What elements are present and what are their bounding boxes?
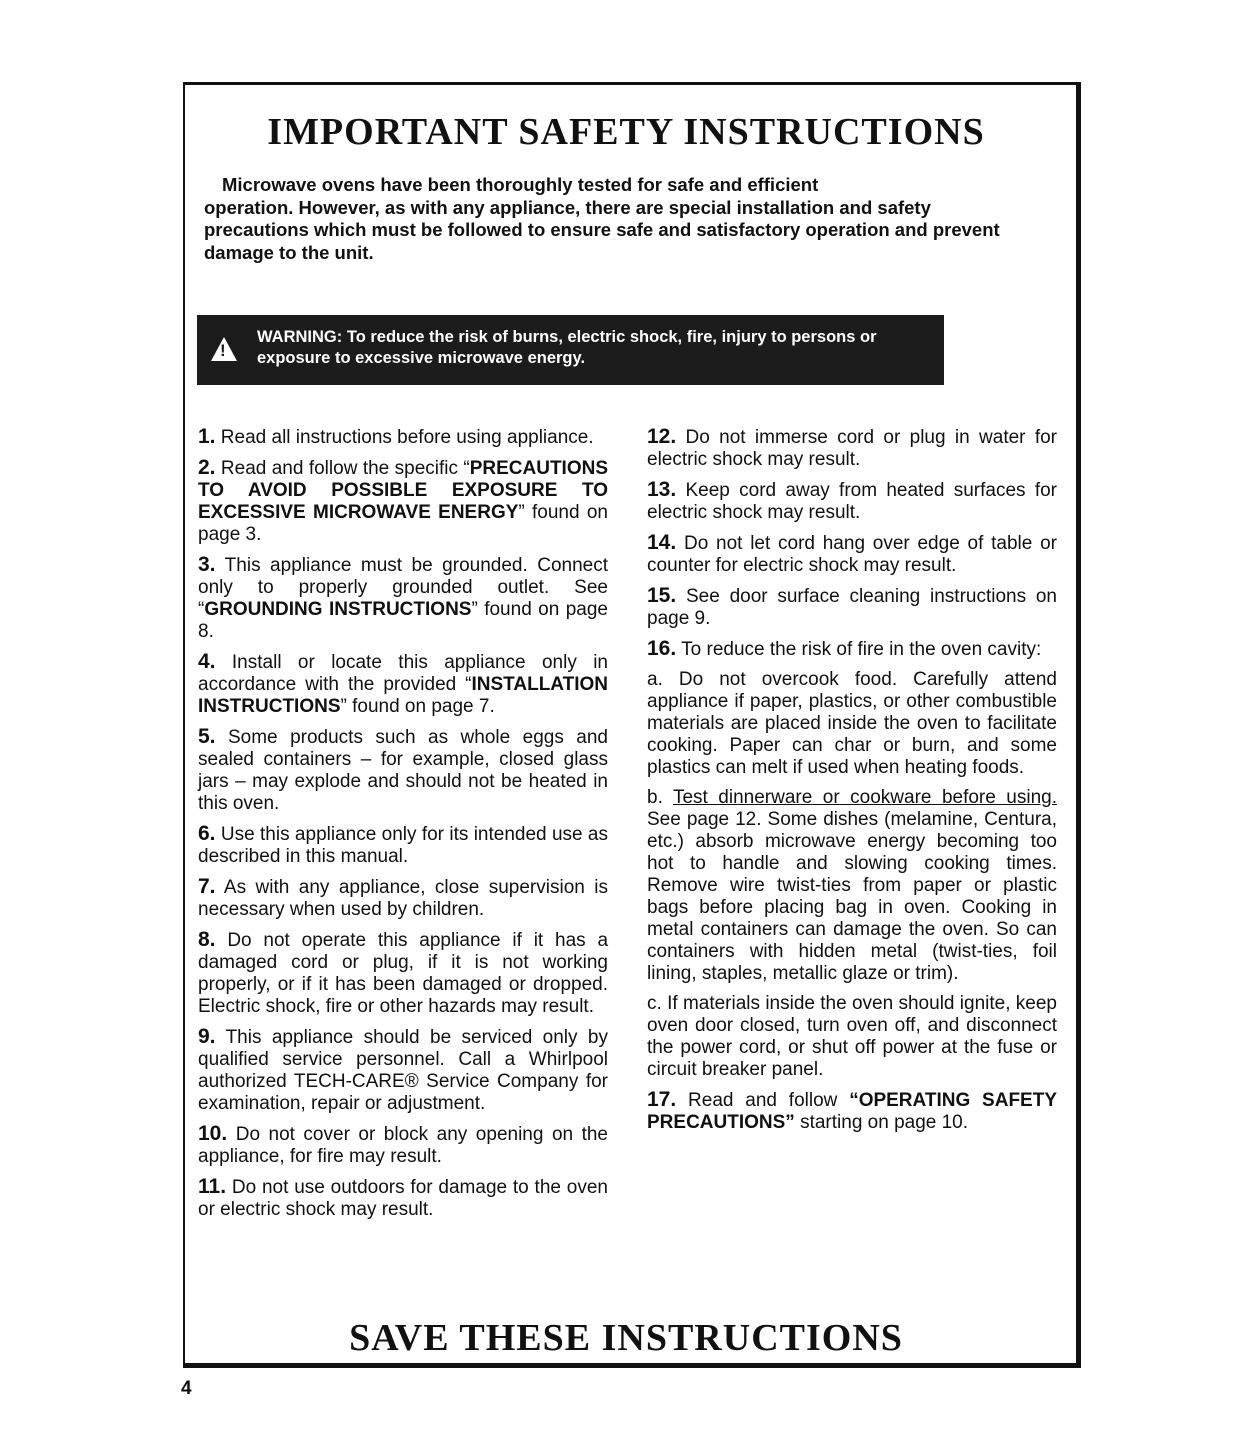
right-column xyxy=(647,426,1057,1142)
intro-paragraph xyxy=(204,174,1004,264)
list-item: 5. Some products such as whole eggs and sealed containers – for example, closed glass jars – may explode and should not be heated in this oven. xyxy=(198,725,608,814)
save-instructions-footer: SAVE THESE INSTRUCTIONS xyxy=(349,1317,903,1359)
sub-item-a: a. Do not overcook food. Carefully attend appliance if paper, plastics, or other combustible materials are placed inside the oven to facilitate cooking. Paper can char or burn, and some plastics can melt if used when heating foods. xyxy=(647,669,1057,778)
list-item: 6. Use this appliance only for its intended use as described in this manual. xyxy=(198,822,609,867)
list-item: 7. As with any appliance, close supervision is necessary when used by children. xyxy=(198,875,608,920)
page-number: 4 xyxy=(181,1378,192,1399)
list-item: 16. To reduce the risk of fire in the oven cavity: xyxy=(647,637,1042,660)
warning-text xyxy=(257,327,937,369)
list-item: 10. Do not cover or block any opening on the appliance, for fire may result. xyxy=(198,1122,608,1167)
list-item: 14. Do not let cord hang over edge of table or counter for electric shock may result. xyxy=(647,531,1057,576)
list-item: 9. This appliance should be serviced only by qualified service personnel. Call a Whirlpool authorized TECH-CARE® Service Company for examination, repair or adjustment. xyxy=(198,1025,608,1114)
list-item: 4. Install or locate this appliance only in accordance with the provided “INSTALLATION INSTRUCTIONS” found on page 7. xyxy=(198,650,608,717)
warning-triangle-icon: ! xyxy=(211,337,237,361)
warning-banner xyxy=(197,315,944,385)
list-item: 1. Read all instructions before using appliance. xyxy=(198,425,594,448)
page-title: IMPORTANT SAFETY INSTRUCTIONS xyxy=(267,111,985,153)
sub-item-c: c. If materials inside the oven should ignite, keep oven door closed, turn oven off, and disconnect the power cord, or shut off power at the fuse or circuit breaker panel. xyxy=(647,993,1057,1080)
list-item: 15. See door surface cleaning instructions on page 9. xyxy=(647,584,1057,629)
list-item: 3. This appliance must be grounded. Connect only to properly grounded outlet. See “GROUNDING INSTRUCTIONS” found on page 8. xyxy=(198,553,609,642)
list-item: 8. Do not operate this appliance if it has a damaged cord or plug, if it is not working properly, or if it has been damaged or dropped. Electric shock, fire or other hazards may result. xyxy=(198,928,609,1017)
list-item: 2. Read and follow the specific “PRECAUTIONS TO AVOID POSSIBLE EXPOSURE TO EXCESSIVE MICROWAVE ENERGY” found on page 3. xyxy=(198,456,609,545)
sub-item-b: b. Test dinnerware or cookware before using. See page 12. Some dishes (melamine, Centura, etc.) absorb microwave energy becoming too hot to handle and slowing cooking times. Remove wire twist-ties from paper or plastic bags before placing bag in oven. Cooking in metal containers can damage the oven. So can containers with hidden metal (twist-ties, foil lining, staples, metallic glaze or trim). xyxy=(647,787,1057,984)
list-item: 11. Do not use outdoors for damage to the oven or electric shock may result. xyxy=(198,1175,608,1220)
intro-line-1: Microwave ovens have been thoroughly tested for safe and efficient xyxy=(222,174,819,195)
intro-text: operation. However, as with any appliance, there are special installation and safety precautions which must be followed to ensure safe and satisfactory operation and prevent damage to the unit. xyxy=(204,196,1000,263)
warning-message: To reduce the risk of burns, electric shock, fire, injury to persons or exposure to excessive microwave energy. xyxy=(257,328,877,367)
list-item: 13. Keep cord away from heated surfaces for electric shock may result. xyxy=(647,478,1057,523)
left-column xyxy=(198,426,608,1229)
warning-label: WARNING: xyxy=(257,328,343,346)
list-item: 12. Do not immerse cord or plug in water for electric shock may result. xyxy=(647,425,1057,470)
list-item: 17. Read and follow “OPERATING SAFETY PRECAUTIONS” starting on page 10. xyxy=(647,1088,1057,1133)
